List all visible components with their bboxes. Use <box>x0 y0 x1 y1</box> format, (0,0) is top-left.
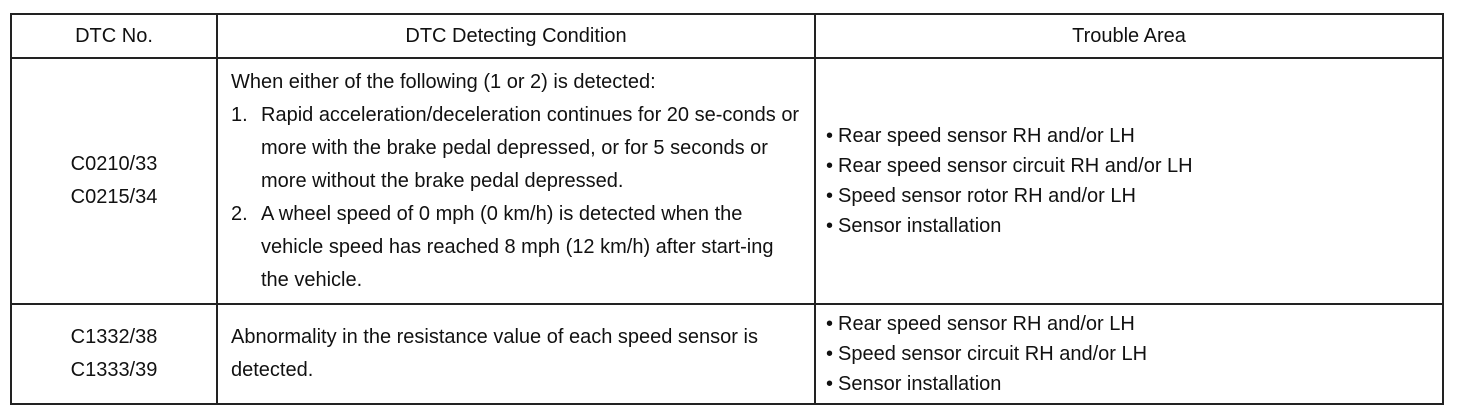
bullet-icon: • <box>826 125 834 147</box>
condition-list <box>231 99 806 297</box>
trouble-area-item <box>826 121 1442 151</box>
trouble-area-cell <box>815 304 1443 404</box>
table-row <box>11 58 1443 304</box>
condition-cell <box>217 304 815 404</box>
bullet-icon: • <box>826 373 834 395</box>
trouble-area-item <box>826 151 1442 181</box>
dtc-codes-cell <box>11 58 217 304</box>
dtc-code: C0215/34 <box>70 186 158 208</box>
bullet-icon: • <box>826 313 834 335</box>
dtc-code: C1332/38 <box>70 326 158 348</box>
condition-item-number: 2. <box>231 202 248 225</box>
condition-item-number: 1. <box>231 103 248 126</box>
condition-intro: When either of the following (1 or 2) is detected: <box>231 70 656 93</box>
trouble-area-item <box>826 181 1442 211</box>
dtc-code: C1333/39 <box>70 359 158 381</box>
bullet-icon: • <box>826 215 834 237</box>
bullet-icon: • <box>826 185 834 207</box>
trouble-area-text: Speed sensor rotor RH and/or LH <box>838 185 1136 207</box>
condition-item <box>231 198 806 297</box>
bullet-icon: • <box>826 155 834 177</box>
bullet-icon: • <box>826 343 834 365</box>
condition-item-text: Rapid acceleration/deceleration continues for 20 se-conds or more with the brake pedal depressed, or for 5 seconds or more without the brake pedal depressed. <box>261 103 800 192</box>
dtc-code: C0210/33 <box>70 153 158 175</box>
dtc-table <box>10 13 1444 405</box>
condition-item <box>231 99 806 198</box>
trouble-area-list <box>826 121 1442 241</box>
trouble-area-item <box>826 369 1442 399</box>
dtc-codes-cell <box>11 304 217 404</box>
trouble-area-text: Rear speed sensor RH and/or LH <box>838 313 1135 335</box>
condition-cell <box>217 58 815 304</box>
header-detecting-condition: DTC Detecting Condition <box>217 14 815 58</box>
table-row <box>11 304 1443 404</box>
trouble-area-item <box>826 211 1442 241</box>
trouble-area-cell <box>815 58 1443 304</box>
trouble-area-text: Rear speed sensor RH and/or LH <box>838 125 1135 147</box>
trouble-area-item <box>826 309 1442 339</box>
table-header-row <box>11 14 1443 58</box>
header-trouble-area: Trouble Area <box>815 14 1443 58</box>
condition-item-text: A wheel speed of 0 mph (0 km/h) is detected when the vehicle speed has reached 8 mph (12 km/h) after start-ing the vehicle. <box>261 202 774 291</box>
trouble-area-text: Rear speed sensor circuit RH and/or LH <box>838 155 1193 177</box>
trouble-area-text: Sensor installation <box>838 215 1002 237</box>
trouble-area-text: Sensor installation <box>838 373 1002 395</box>
trouble-area-item <box>826 339 1442 369</box>
header-dtc-no: DTC No. <box>11 14 217 58</box>
trouble-area-text: Speed sensor circuit RH and/or LH <box>838 343 1148 365</box>
trouble-area-list <box>826 309 1442 399</box>
condition-text: Abnormality in the resistance value of each speed sensor is detected. <box>231 326 758 381</box>
